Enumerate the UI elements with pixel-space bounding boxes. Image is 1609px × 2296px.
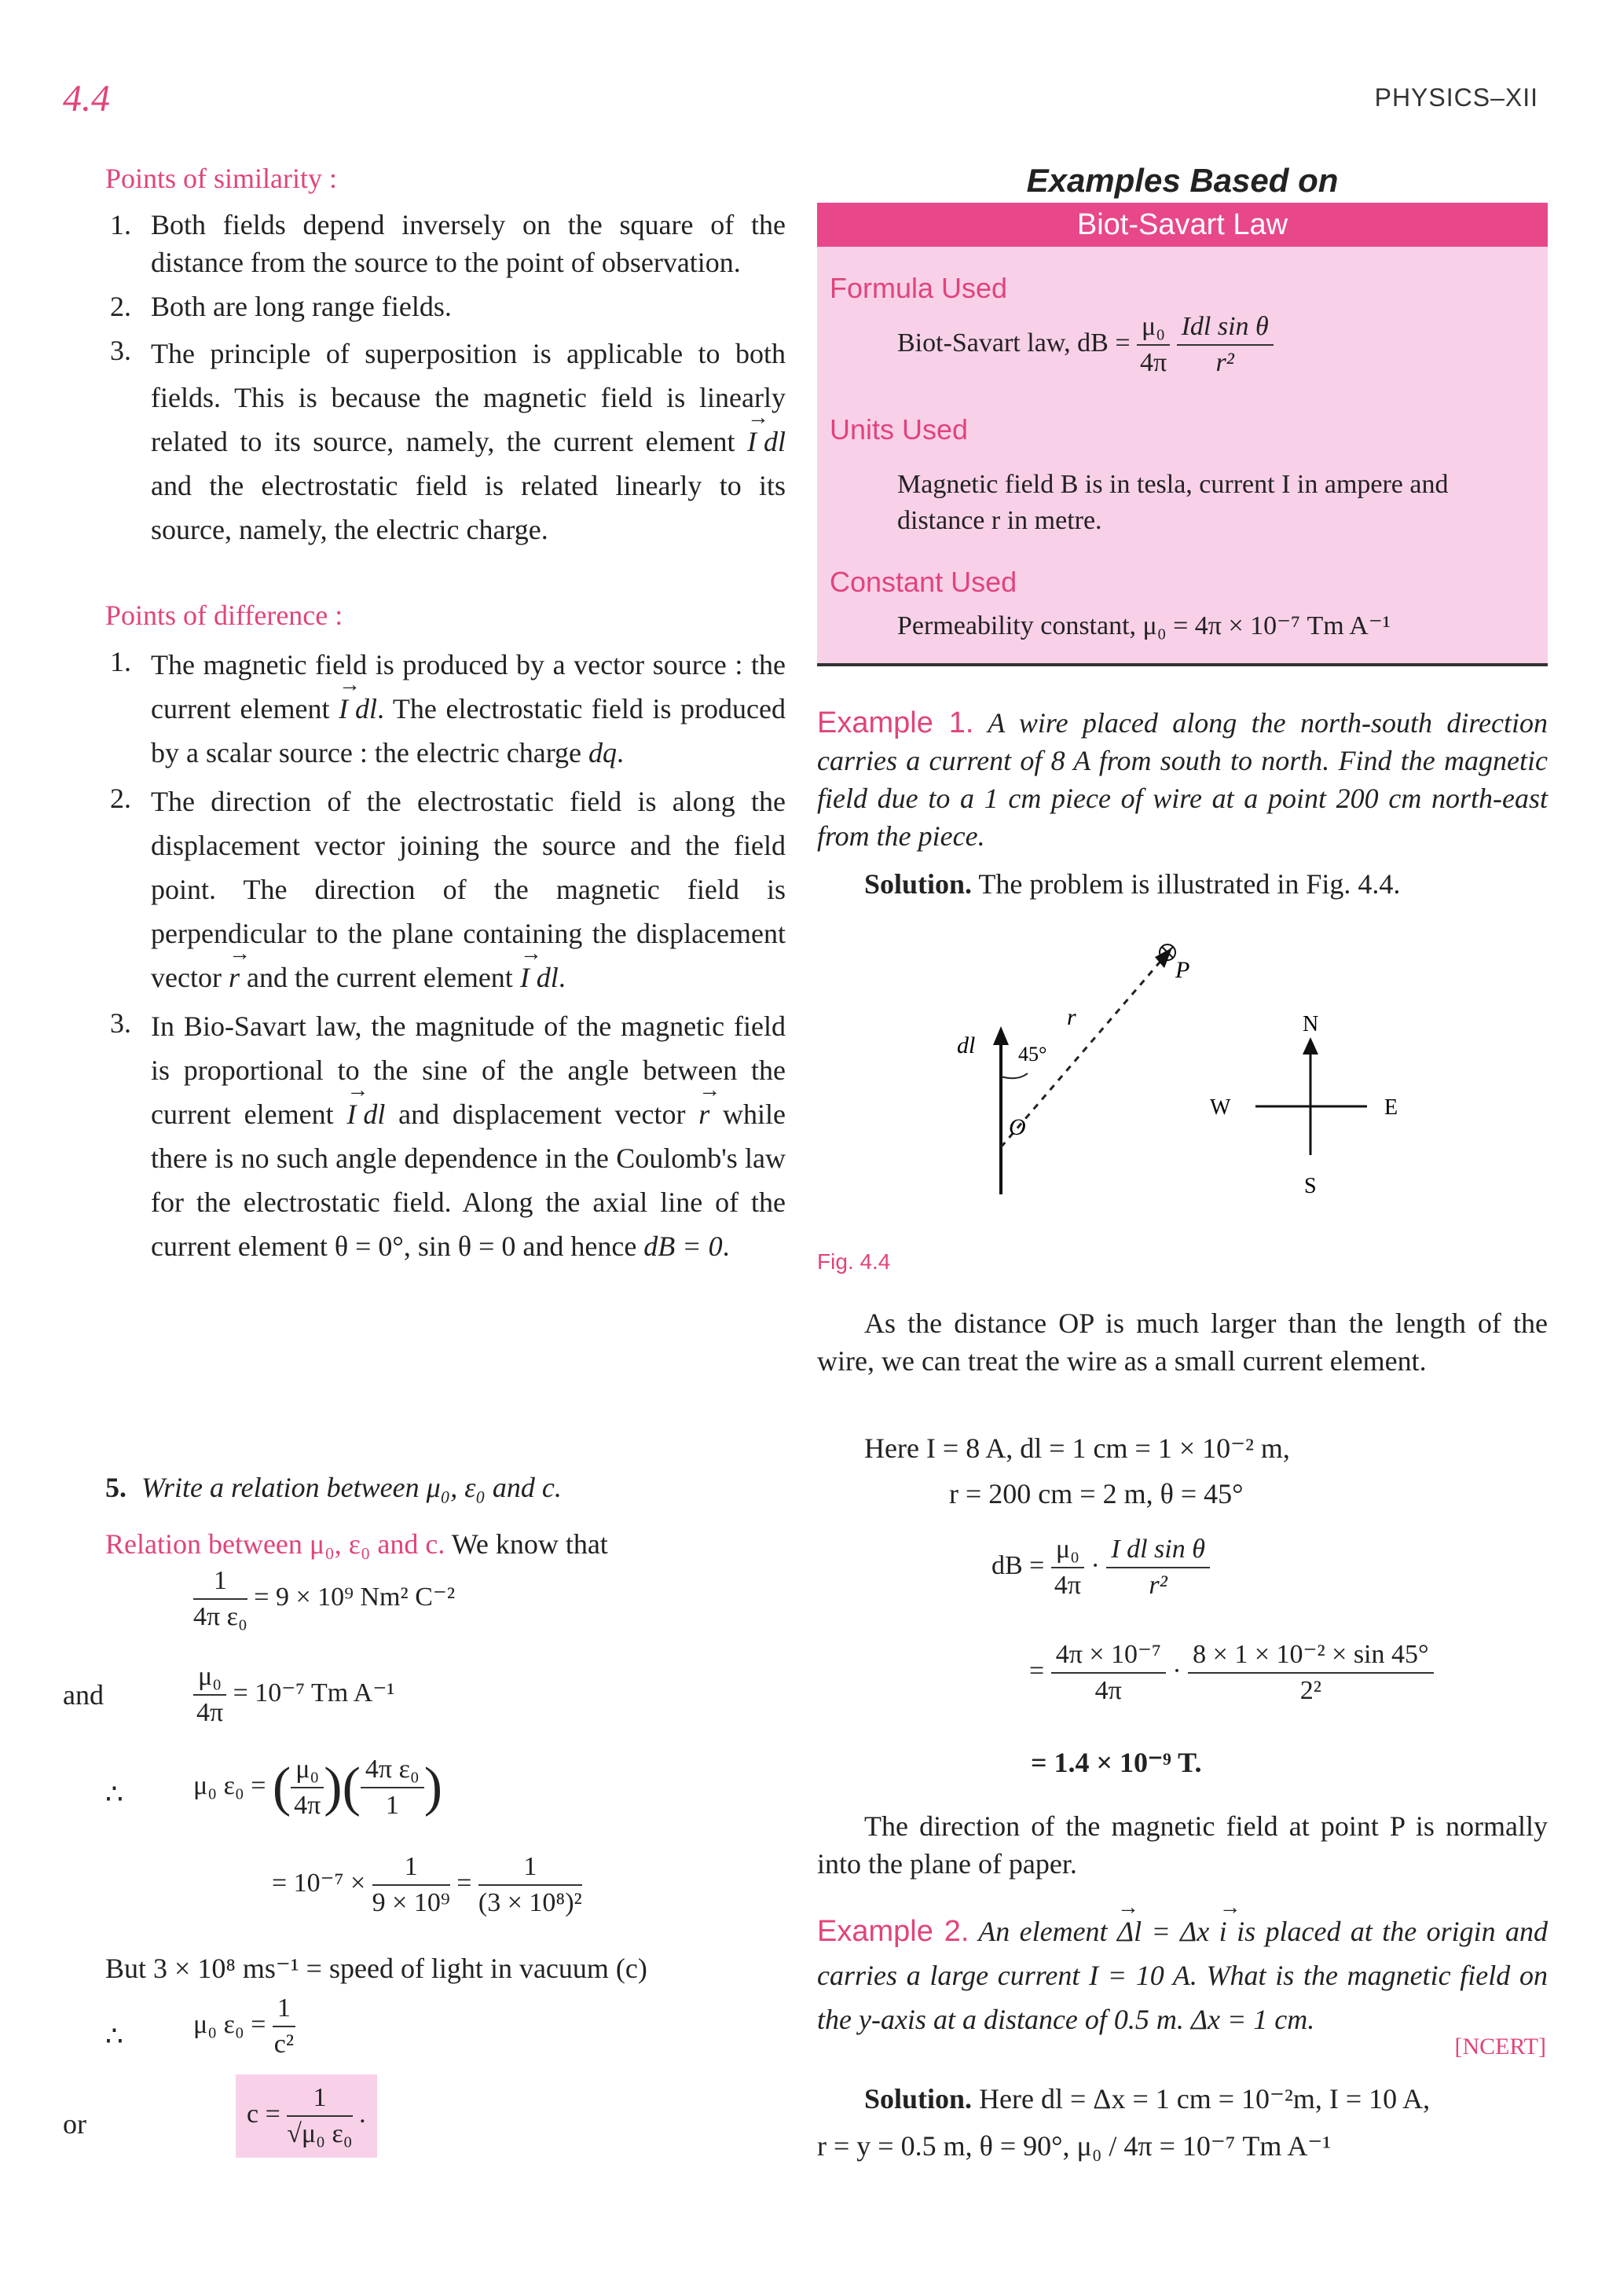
south-label: S (1304, 1174, 1317, 1198)
and-label: and (63, 1679, 104, 1711)
box-band-title: Biot-Savart Law (817, 203, 1548, 247)
list-item: 3. The principle of superposition is applicable to both fields. This is because the magnetic field is linearly related to its source, namely, the current element → I dl and the electrostatic field is related linearly to its source, namely, the electric charge. (110, 332, 786, 552)
current-element-symbol: → I dl (520, 955, 559, 999)
current-element-symbol: → I dl (747, 420, 786, 464)
difference-list (110, 643, 786, 1268)
solution-2: Solution. Here dl = Δx = 1 cm = 10⁻²m, I = 10 A, (864, 2083, 1431, 2114)
equation-permeability: $\frac{\text{μ₀}}{4\pi}$ = 10⁻⁷ Tm A⁻¹ (193, 1660, 395, 1730)
unit-vector-i-symbol: → i (1219, 1909, 1227, 1953)
similarity-heading: Points of similarity : (105, 163, 338, 194)
running-header: PHYSICS–XII (1374, 83, 1538, 112)
given-values-line-2: r = 200 cm = 2 m, θ = 45° (949, 1478, 1244, 1509)
example-2: Example 2. An element → Δl = Δx → i is placed at the origin and carries a large current I = 10 A. What is the magnetic field on the y-axis at a distance of 0.5 m. Δx = 1 cm. (817, 1909, 1548, 2041)
angle-label: 45° (1018, 1043, 1047, 1065)
formula-heading: Formula Used (830, 272, 1008, 304)
wire-element (993, 1026, 1009, 1194)
r-label: r (1067, 1004, 1076, 1030)
list-item: 2. The direction of the electrostatic field is along the displacement vector joining the source and the field point. The direction of the magnetic field is perpendicular to the plane containing the displacement vector → r and the current element → I dl. (110, 779, 786, 999)
given-values-line-1: Here I = 8 A, dl = 1 cm = 1 × 10⁻² m, (864, 1432, 1290, 1464)
north-label: N (1303, 1012, 1319, 1036)
list-item: 1. The magnetic field is produced by a vector source : the current element → I dl. The electrostatic field is produced by a scalar source : the electric charge dq. (110, 643, 786, 775)
units-text: Magnetic field B is in tesla, current I in ampere and distance r in metre. (897, 470, 1449, 535)
angle-arc (1001, 1073, 1028, 1078)
constant-heading: Constant Used (830, 566, 1017, 598)
point-label: P (1175, 957, 1190, 983)
origin-label: O (1009, 1114, 1026, 1140)
paragraph-distance: As the distance OP is much larger than the length of the wire, we can treat the wire as a small current element. (817, 1308, 1548, 1377)
equation-mu-epsilon: μ₀ ε₀ = $\frac{1}{\text{c²}}$ (193, 1991, 295, 2062)
calc-step-2: = $\frac{\text{4π × 10⁻⁷}}{4\pi}$ · $\frac{\text{8 × 1 × 10⁻² × sin 45°}}{\text{2²}}$ (1029, 1638, 1434, 1708)
list-item: 2. Both are long range fields. (110, 291, 452, 322)
current-element-symbol: → I dl (339, 687, 377, 731)
equation-coulomb-constant: $\frac{1}{\text{4π ε₀}}$ = 9 × 10⁹ Nm² C⁻² (193, 1564, 455, 1634)
compass (1210, 1012, 1398, 1198)
equation-evaluation: = 10⁻⁷ × $\frac{1}{\text{9 × 10⁹}}$ = $\frac{1}{\text{(3 × 10⁸)²}}$ (272, 1850, 582, 1920)
similarity-list (110, 206, 786, 552)
delta-l-vector-symbol: → Δl (1117, 1909, 1142, 1953)
examples-title: Examples Based on (1026, 162, 1339, 199)
list-item: 1. Both fields depend inversely on the square of the distance from the source to the point of observation. (110, 209, 786, 278)
current-element-symbol: → I dl (346, 1092, 385, 1136)
example-1: Example 1. A wire placed along the north-south direction carries a current of 8 A from south to north. Find the magnetic field due to a 1 cm piece of wire at a point 200 cm north-east from the piece. (817, 706, 1548, 852)
therefore-symbol: ∴ (105, 1778, 123, 1810)
solution-2-line-2: r = y = 0.5 m, θ = 90°, μ₀ / 4π = 10⁻⁷ Tm A⁻¹ (817, 2130, 1332, 2162)
or-label: or (63, 2108, 86, 2140)
west-label: W (1210, 1095, 1231, 1120)
equation-product: μ₀ ε₀ = ( $\frac{\text{μ₀}}{4\pi}$ )( $\frac{\text{4π ε₀}}{1}$ ) (193, 1752, 442, 1823)
page-number: 4.4 (63, 78, 110, 119)
speed-of-light-line: But 3 × 10⁸ ms⁻¹ = speed of light in vacuum (c) (105, 1953, 647, 1984)
displacement-vector-symbol: → r (698, 1092, 709, 1136)
difference-heading: Points of difference : (105, 600, 343, 631)
units-heading: Units Used (830, 413, 969, 446)
dl-label: dl (957, 1032, 976, 1058)
figure-4-4 (943, 927, 1414, 1210)
calc-step-1: dB = $\frac{\text{μ₀}}{4\pi}$ · $\frac{\text{I dl sin θ}}{\text{r²}}$ (991, 1532, 1210, 1603)
result-speed-of-light: c = $\frac{1}{\text{√μ₀ ε₀}}$ . (236, 2074, 377, 2158)
paragraph-direction: The direction of the magnetic field at point P is normally into the plane of paper. (817, 1810, 1548, 1880)
question-text: Write a relation between μ₀, ε₀ and c. (141, 1472, 562, 1503)
formula-equation: Biot-Savart law, dB = $\frac{\text{μ₀}}{4\pi}$ $\frac{\text{Idl sin θ}}{\text{r²}}$ (897, 310, 1274, 380)
question-number: 5. (105, 1472, 126, 1503)
figure-caption: Fig. 4.4 (817, 1249, 891, 1274)
constant-text: Permeability constant, μ₀ = 4π × 10⁻⁷ Tm A⁻¹ (897, 611, 1391, 640)
calc-result: = 1.4 × 10⁻⁹ T. (1031, 1747, 1202, 1778)
solution-1: Solution. The problem is illustrated in Fig. 4.4. (864, 868, 1401, 900)
list-item: 3. In Bio-Savart law, the magnitude of the magnetic field is proportional to the sine of the angle between the current element → I dl and displacement vector → r while there is no such angle dependence in the Coulomb's law for the electrostatic field. Along the axial line of the current element θ = 0°, sin θ = 0 and hence dB = 0. (110, 1004, 786, 1268)
therefore-symbol: ∴ (105, 2020, 123, 2052)
displacement-vector-symbol: → r (229, 955, 240, 999)
biot-savart-box (817, 203, 1548, 666)
ncert-tag: [NCERT] (1454, 2034, 1546, 2059)
relation-line: Relation between μ₀, ε₀ and c. We know that (105, 1528, 608, 1560)
east-label: E (1384, 1095, 1398, 1120)
